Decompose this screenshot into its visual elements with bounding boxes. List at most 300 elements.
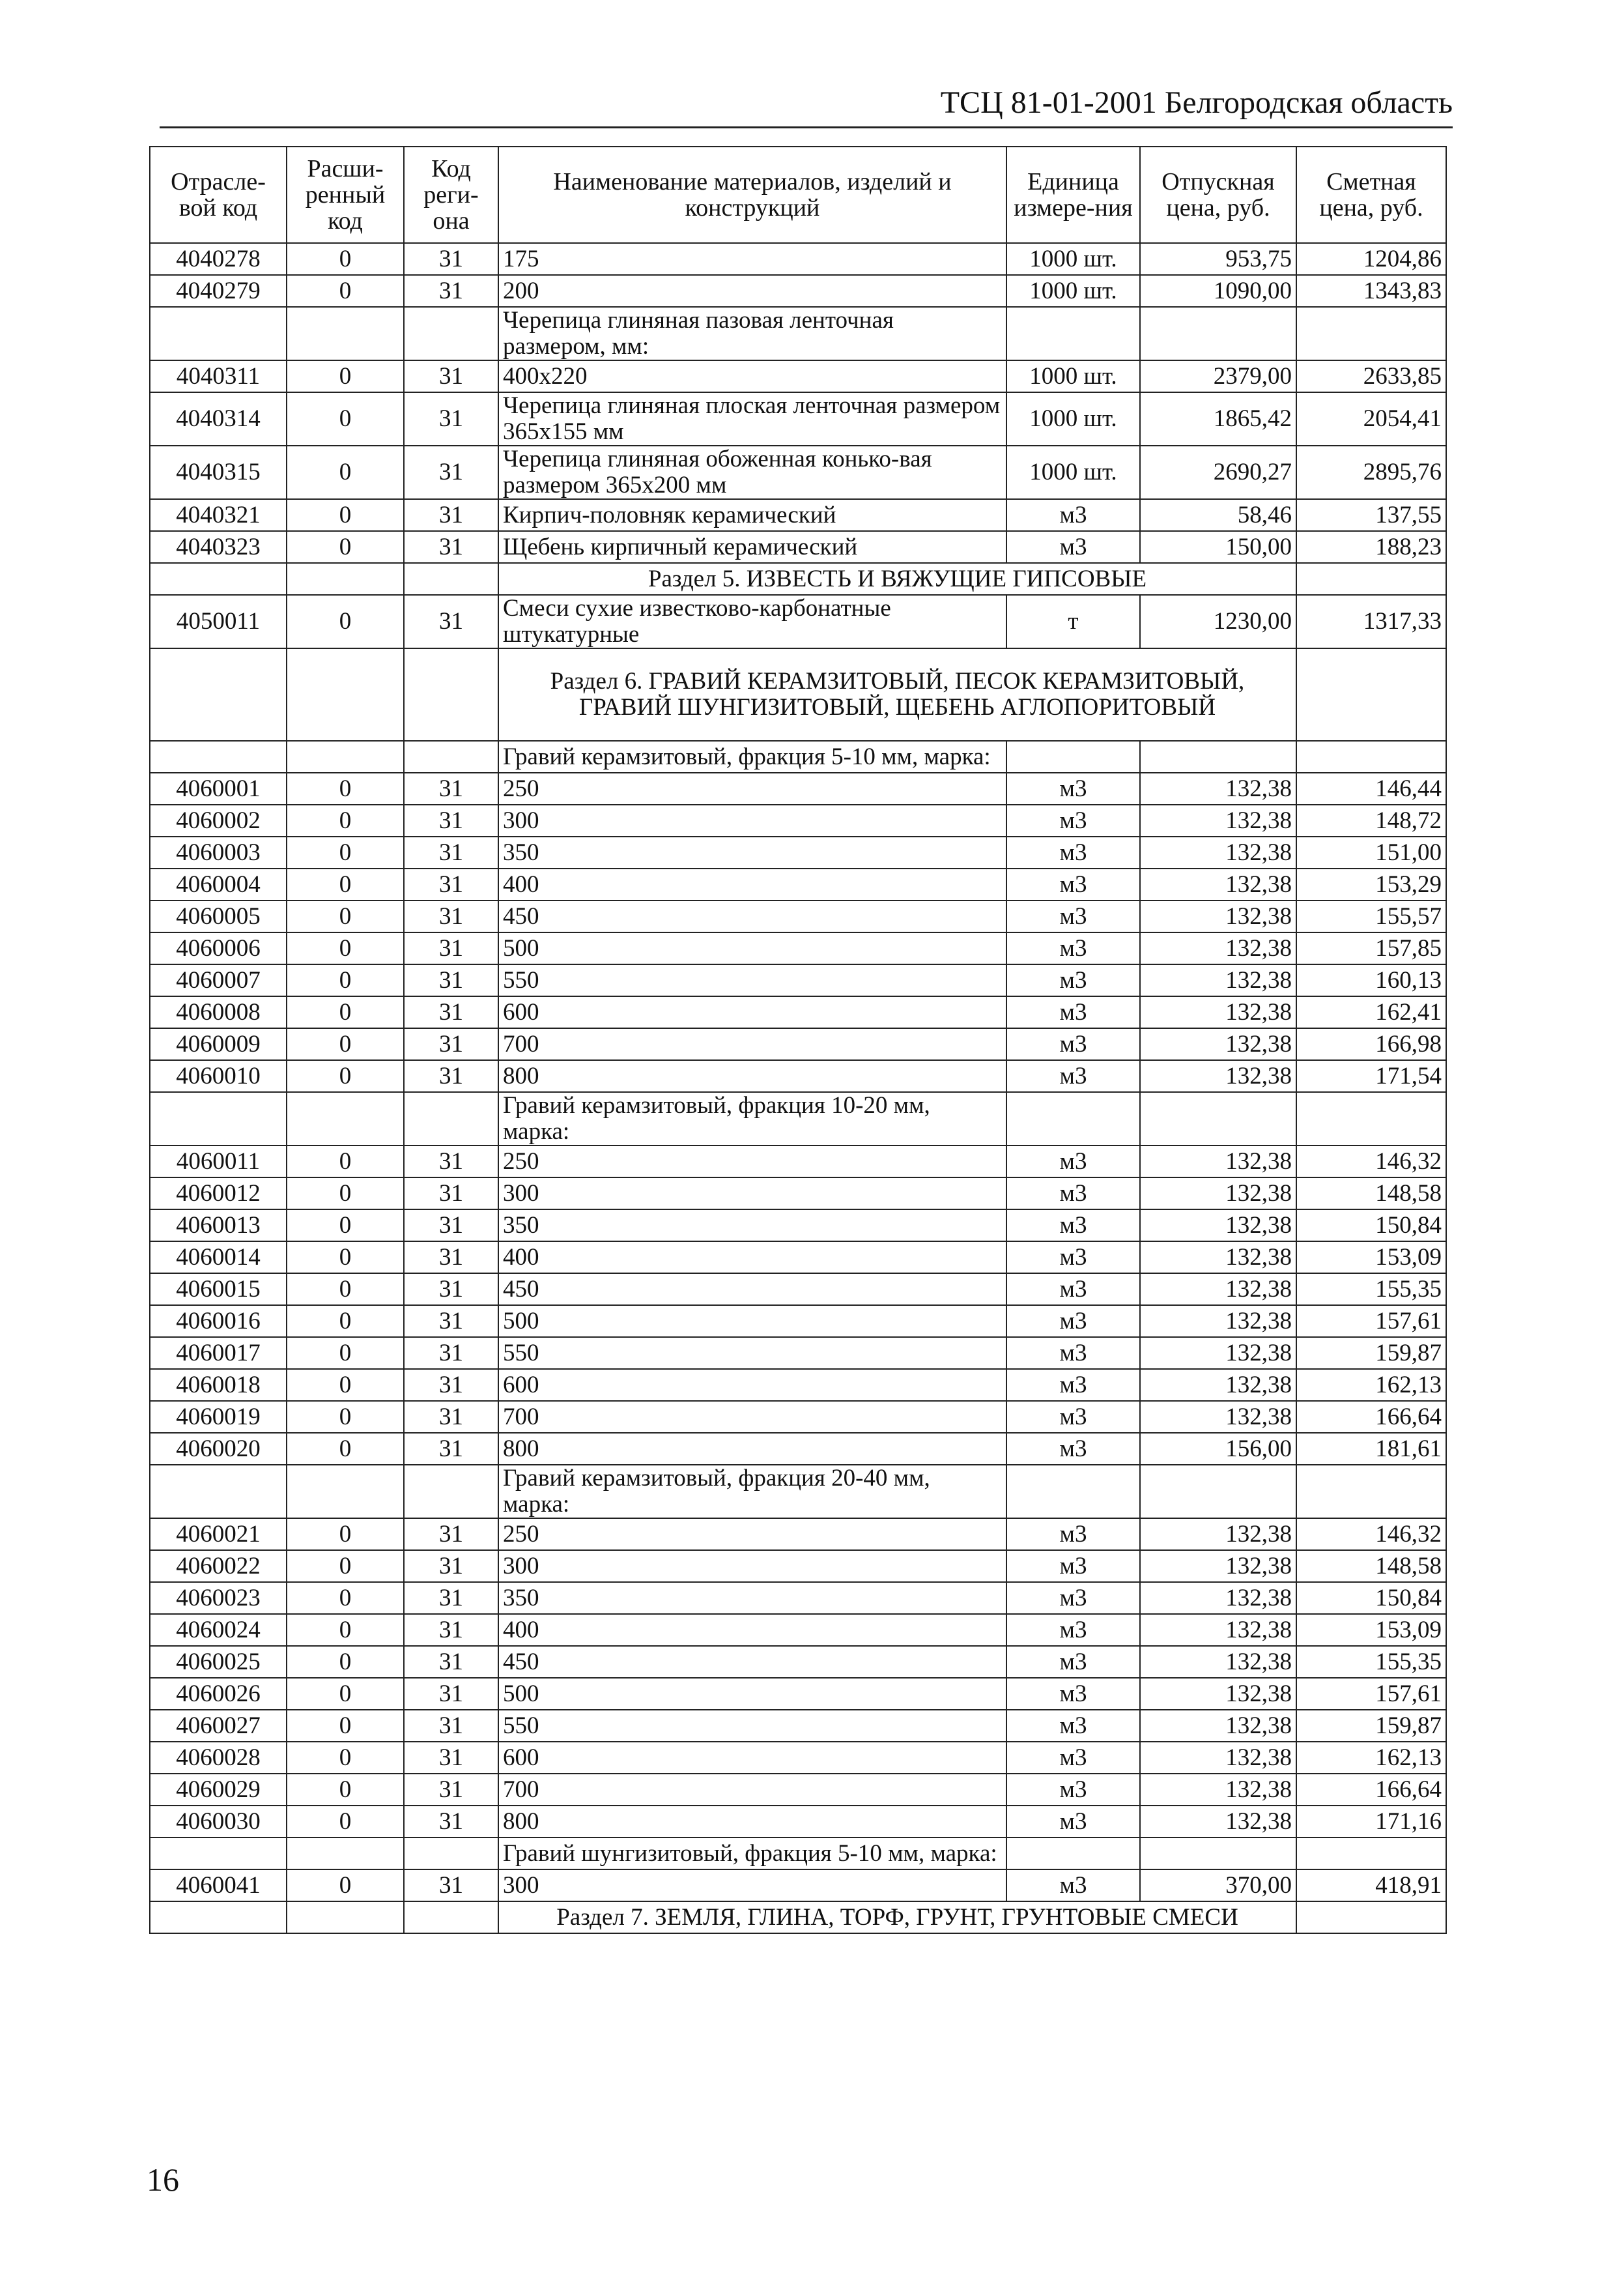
cell-ext-code: 0 [287,1305,404,1337]
cell-ext-code: 0 [287,1241,404,1273]
cell-estimate: 155,35 [1296,1273,1446,1305]
cell-price: 132,38 [1140,1209,1296,1241]
group-row [150,1837,1446,1869]
group-title: Гравий шунгизитовый, фракция 5-10 мм, марка: [498,1837,1006,1869]
cell-name: 300 [498,1869,1006,1901]
cell-region: 31 [404,1060,498,1092]
cell-name: Щебень кирпичный керамический [498,531,1006,563]
table-row [150,1614,1446,1646]
table-row [150,1028,1446,1060]
cell-estimate: 157,85 [1296,932,1446,964]
cell-code [150,741,287,773]
cell-name: 600 [498,996,1006,1028]
cell-code: 4060026 [150,1678,287,1710]
cell-unit [1006,1465,1140,1518]
cell-ext-code: 0 [287,1806,404,1837]
cell-unit: 1000 шт. [1006,243,1140,275]
table-row [150,595,1446,648]
cell-code: 4060018 [150,1369,287,1401]
cell-price: 132,38 [1140,1582,1296,1614]
cell-name: 400 [498,869,1006,901]
cell-ext-code [287,1465,404,1518]
cell-region: 31 [404,932,498,964]
cell-region: 31 [404,805,498,837]
table-row [150,773,1446,805]
cell-unit: м3 [1006,1146,1140,1177]
cell-name: 800 [498,1806,1006,1837]
cell-name: 300 [498,805,1006,837]
cell-price: 132,38 [1140,1369,1296,1401]
cell-code: 4060016 [150,1305,287,1337]
cell-price: 953,75 [1140,243,1296,275]
table-row [150,1774,1446,1806]
cell-price: 132,38 [1140,1742,1296,1774]
cell-ext-code: 0 [287,499,404,531]
cell-region: 31 [404,1241,498,1273]
cell-ext-code: 0 [287,1209,404,1241]
table-row [150,360,1446,392]
cell-ext-code: 0 [287,360,404,392]
cell-price: 132,38 [1140,837,1296,869]
cell-code: 4060006 [150,932,287,964]
cell-code: 4040321 [150,499,287,531]
cell-estimate: 166,98 [1296,1028,1446,1060]
cell-estimate: 148,58 [1296,1550,1446,1582]
cell-price: 132,38 [1140,1678,1296,1710]
cell-code [150,1465,287,1518]
cell-price: 132,38 [1140,1337,1296,1369]
cell-estimate: 155,57 [1296,901,1446,932]
cell-unit: 1000 шт. [1006,392,1140,446]
cell-unit: м3 [1006,805,1140,837]
cell-estimate: 1343,83 [1296,275,1446,307]
cell-estimate: 146,32 [1296,1518,1446,1550]
cell-ext-code: 0 [287,1369,404,1401]
table-row [150,869,1446,901]
header-rule [160,126,1453,128]
cell-unit: м3 [1006,1305,1140,1337]
cell-price: 2379,00 [1140,360,1296,392]
cell-region: 31 [404,1869,498,1901]
cell-unit: м3 [1006,869,1140,901]
cell-name: 700 [498,1401,1006,1433]
table-row [150,996,1446,1028]
cell-price [1140,1465,1296,1518]
cell-estimate: 153,09 [1296,1614,1446,1646]
cell-name: 300 [498,1550,1006,1582]
cell-code: 4060009 [150,1028,287,1060]
cell-price [1140,1092,1296,1146]
cell-unit: м3 [1006,499,1140,531]
cell-price: 370,00 [1140,1869,1296,1901]
cell-unit: м3 [1006,773,1140,805]
cell-region: 31 [404,1774,498,1806]
cell-region: 31 [404,1742,498,1774]
group-row [150,307,1446,360]
cell-unit: м3 [1006,1433,1140,1465]
cell-price: 132,38 [1140,932,1296,964]
cell-estimate: 2054,41 [1296,392,1446,446]
cell-price: 132,38 [1140,964,1296,996]
cell-unit: м3 [1006,1582,1140,1614]
table-row [150,1401,1446,1433]
cell-name: 500 [498,1678,1006,1710]
cell-price: 132,38 [1140,1177,1296,1209]
cell-region: 31 [404,1518,498,1550]
cell-code: 4060017 [150,1337,287,1369]
cell-name: 250 [498,773,1006,805]
cell-name: 200 [498,275,1006,307]
cell-ext-code: 0 [287,1433,404,1465]
table-row [150,1869,1446,1901]
cell-name: Кирпич-половняк керамический [498,499,1006,531]
cell-code: 4060029 [150,1774,287,1806]
cell-price: 2690,27 [1140,446,1296,499]
cell-code: 4060024 [150,1614,287,1646]
cell-estimate: 155,35 [1296,1646,1446,1678]
cell-region: 31 [404,1401,498,1433]
cell-price: 132,38 [1140,869,1296,901]
cell-region [404,563,498,595]
cell-unit: 1000 шт. [1006,446,1140,499]
cell-ext-code: 0 [287,1869,404,1901]
cell-ext-code: 0 [287,901,404,932]
table-row [150,1433,1446,1465]
cell-code: 4060023 [150,1582,287,1614]
cell-unit: м3 [1006,1550,1140,1582]
cell-price: 132,38 [1140,1550,1296,1582]
cell-code: 4060020 [150,1433,287,1465]
cell-code: 4060028 [150,1742,287,1774]
cell-ext-code: 0 [287,1646,404,1678]
cell-code: 4060022 [150,1550,287,1582]
cell-ext-code: 0 [287,1401,404,1433]
cell-region: 31 [404,1614,498,1646]
cell-region: 31 [404,1146,498,1177]
cell-code: 4060025 [150,1646,287,1678]
table-row [150,1177,1446,1209]
table-row [150,932,1446,964]
cell-region: 31 [404,1582,498,1614]
cell-ext-code: 0 [287,996,404,1028]
col-header-unit: Единица измере-ния [1006,147,1140,243]
cell-region: 31 [404,1806,498,1837]
cell-price [1140,741,1296,773]
cell-unit: т [1006,595,1140,648]
cell-price: 156,00 [1140,1433,1296,1465]
cell-code: 4060019 [150,1401,287,1433]
cell-ext-code [287,1092,404,1146]
cell-code: 4060004 [150,869,287,901]
cell-unit: м3 [1006,1518,1140,1550]
cell-ext-code [287,741,404,773]
table-row [150,275,1446,307]
cell-region: 31 [404,1369,498,1401]
cell-region: 31 [404,996,498,1028]
col-header-code: Отрасле-вой код [150,147,287,243]
cell-name: 450 [498,1646,1006,1678]
cell-ext-code: 0 [287,595,404,648]
cell-code: 4050011 [150,595,287,648]
cell-region: 31 [404,1550,498,1582]
cell-region: 31 [404,901,498,932]
cell-unit: м3 [1006,837,1140,869]
group-row [150,1465,1446,1518]
cell-code [150,307,287,360]
cell-code [150,1901,287,1933]
cell-name: 800 [498,1060,1006,1092]
cell-name: 400 [498,1241,1006,1273]
cell-unit [1006,1092,1140,1146]
cell-code: 4040278 [150,243,287,275]
cell-estimate: 146,44 [1296,773,1446,805]
group-title: Гравий керамзитовый, фракция 10-20 мм, марка: [498,1092,1006,1146]
table-row [150,1146,1446,1177]
table-row [150,1209,1446,1241]
cell-name: 800 [498,1433,1006,1465]
cell-name: 175 [498,243,1006,275]
cell-unit: м3 [1006,1614,1140,1646]
cell-region: 31 [404,531,498,563]
table-row [150,446,1446,499]
table-row [150,1337,1446,1369]
table-row [150,901,1446,932]
cell-estimate: 153,09 [1296,1241,1446,1273]
table-row [150,1273,1446,1305]
cell-code: 4040315 [150,446,287,499]
cell-estimate: 148,72 [1296,805,1446,837]
table-row [150,1582,1446,1614]
cell-name: Черепица глиняная плоская ленточная размером 365х155 мм [498,392,1006,446]
cell-ext-code [287,307,404,360]
cell-unit: м3 [1006,531,1140,563]
col-header-estimate: Сметная цена, руб. [1296,147,1446,243]
cell-price: 150,00 [1140,531,1296,563]
cell-estimate: 1317,33 [1296,595,1446,648]
group-title: Гравий керамзитовый, фракция 20-40 мм, марка: [498,1465,1006,1518]
cell-estimate: 166,64 [1296,1774,1446,1806]
cell-region: 31 [404,1710,498,1742]
cell-region: 31 [404,964,498,996]
cell-code: 4060021 [150,1518,287,1550]
cell-unit: м3 [1006,1742,1140,1774]
cell-unit: м3 [1006,1241,1140,1273]
cell-ext-code: 0 [287,1337,404,1369]
cell-region: 31 [404,1273,498,1305]
cell-name: 550 [498,964,1006,996]
cell-estimate: 418,91 [1296,1869,1446,1901]
cell-price: 132,38 [1140,1646,1296,1678]
cell-region: 31 [404,446,498,499]
table-row [150,837,1446,869]
group-title: Гравий керамзитовый, фракция 5-10 мм, марка: [498,741,1006,773]
cell-ext-code: 0 [287,1774,404,1806]
section-title: Раздел 5. ИЗВЕСТЬ И ВЯЖУЩИЕ ГИПСОВЫЕ [498,563,1296,595]
table-body [150,243,1446,1933]
cell-ext-code: 0 [287,1146,404,1177]
cell-ext-code [287,1901,404,1933]
cell-ext-code: 0 [287,964,404,996]
cell-price: 132,38 [1140,1710,1296,1742]
cell-ext-code: 0 [287,805,404,837]
cell-unit [1006,307,1140,360]
cell-name: 500 [498,932,1006,964]
cell-name: Смеси сухие известково-карбонатные штукатурные [498,595,1006,648]
cell-name: 350 [498,1582,1006,1614]
cell-price: 132,38 [1140,1241,1296,1273]
col-header-price: Отпускная цена, руб. [1140,147,1296,243]
cell-unit: м3 [1006,1337,1140,1369]
cell-region: 31 [404,275,498,307]
cell-price: 132,38 [1140,996,1296,1028]
cell-ext-code: 0 [287,1742,404,1774]
cell-unit: м3 [1006,1710,1140,1742]
cell-region: 31 [404,1678,498,1710]
table-row [150,392,1446,446]
cell-code: 4060030 [150,1806,287,1837]
cell-price: 132,38 [1140,1518,1296,1550]
cell-estimate: 162,41 [1296,996,1446,1028]
cell-ext-code: 0 [287,1028,404,1060]
cell-name: 700 [498,1774,1006,1806]
table-row [150,1369,1446,1401]
cell-estimate: 137,55 [1296,499,1446,531]
cell-name: 550 [498,1710,1006,1742]
cell-ext-code: 0 [287,773,404,805]
cell-ext-code [287,1837,404,1869]
cell-name: Черепица глиняная обоженная конько-вая размером 365х200 мм [498,446,1006,499]
cell-price: 1230,00 [1140,595,1296,648]
cell-estimate: 162,13 [1296,1369,1446,1401]
page-header-title: ТСЦ 81-01-2001 Белгородская область [940,85,1453,120]
cell-code: 4040311 [150,360,287,392]
cell-estimate: 188,23 [1296,531,1446,563]
price-table [149,146,1447,1934]
section-title: Раздел 6. ГРАВИЙ КЕРАМЗИТОВЫЙ, ПЕСОК КЕРАМЗИТОВЫЙ, ГРАВИЙ ШУНГИЗИТОВЫЙ, ЩЕБЕНЬ АГЛОПОРИТОВЫЙ [498,648,1296,741]
cell-estimate [1296,1837,1446,1869]
cell-estimate: 171,54 [1296,1060,1446,1092]
cell-ext-code [287,563,404,595]
cell-code: 4060005 [150,901,287,932]
cell-region [404,741,498,773]
cell-price: 132,38 [1140,1305,1296,1337]
cell-region: 31 [404,392,498,446]
section-row [150,1901,1446,1933]
cell-region: 31 [404,869,498,901]
cell-region: 31 [404,1209,498,1241]
cell-name: 250 [498,1518,1006,1550]
cell-ext-code: 0 [287,869,404,901]
cell-estimate [1296,1901,1446,1933]
cell-estimate [1296,563,1446,595]
cell-estimate [1296,1465,1446,1518]
cell-estimate: 151,00 [1296,837,1446,869]
cell-ext-code: 0 [287,275,404,307]
cell-estimate [1296,307,1446,360]
cell-unit: м3 [1006,1869,1140,1901]
cell-ext-code: 0 [287,932,404,964]
cell-estimate: 150,84 [1296,1209,1446,1241]
cell-unit [1006,741,1140,773]
cell-price: 132,38 [1140,1060,1296,1092]
cell-code: 4060013 [150,1209,287,1241]
cell-unit: м3 [1006,1060,1140,1092]
col-header-name: Наименование материалов, изделий и конструкций [498,147,1006,243]
table-row [150,1241,1446,1273]
cell-ext-code: 0 [287,1177,404,1209]
table-row [150,1710,1446,1742]
cell-name: 350 [498,1209,1006,1241]
table-row [150,1678,1446,1710]
cell-code [150,1837,287,1869]
cell-ext-code: 0 [287,1060,404,1092]
cell-estimate [1296,741,1446,773]
cell-price: 132,38 [1140,1028,1296,1060]
cell-name: 250 [498,1146,1006,1177]
table-row [150,1550,1446,1582]
cell-unit: м3 [1006,1209,1140,1241]
cell-code: 4060012 [150,1177,287,1209]
cell-region [404,307,498,360]
cell-estimate: 166,64 [1296,1401,1446,1433]
cell-price [1140,307,1296,360]
cell-estimate: 157,61 [1296,1305,1446,1337]
cell-ext-code: 0 [287,392,404,446]
col-header-region: Код реги-она [404,147,498,243]
cell-estimate: 150,84 [1296,1582,1446,1614]
cell-estimate: 157,61 [1296,1678,1446,1710]
cell-price: 132,38 [1140,1273,1296,1305]
cell-code: 4060010 [150,1060,287,1092]
cell-name: 350 [498,837,1006,869]
cell-ext-code: 0 [287,1582,404,1614]
cell-code: 4060027 [150,1710,287,1742]
cell-price: 132,38 [1140,773,1296,805]
section-row [150,648,1446,741]
cell-price: 58,46 [1140,499,1296,531]
cell-estimate: 162,13 [1296,1742,1446,1774]
cell-name: 600 [498,1742,1006,1774]
table-row [150,1305,1446,1337]
cell-code: 4060007 [150,964,287,996]
cell-region: 31 [404,499,498,531]
cell-unit: 1000 шт. [1006,360,1140,392]
cell-unit: м3 [1006,1774,1140,1806]
cell-unit: м3 [1006,1678,1140,1710]
cell-ext-code: 0 [287,446,404,499]
cell-ext-code [287,648,404,741]
table-row [150,964,1446,996]
cell-unit [1006,1837,1140,1869]
group-row [150,1092,1446,1146]
cell-estimate: 1204,86 [1296,243,1446,275]
cell-region: 31 [404,243,498,275]
cell-code: 4060014 [150,1241,287,1273]
cell-code: 4060003 [150,837,287,869]
cell-estimate: 146,32 [1296,1146,1446,1177]
cell-region [404,1837,498,1869]
cell-code: 4040323 [150,531,287,563]
table-row [150,1060,1446,1092]
cell-ext-code: 0 [287,1550,404,1582]
group-title: Черепица глиняная пазовая ленточная размером, мм: [498,307,1006,360]
cell-name: 450 [498,901,1006,932]
cell-name: 700 [498,1028,1006,1060]
cell-region: 31 [404,360,498,392]
cell-region: 31 [404,1305,498,1337]
cell-unit: м3 [1006,996,1140,1028]
cell-price: 1865,42 [1140,392,1296,446]
